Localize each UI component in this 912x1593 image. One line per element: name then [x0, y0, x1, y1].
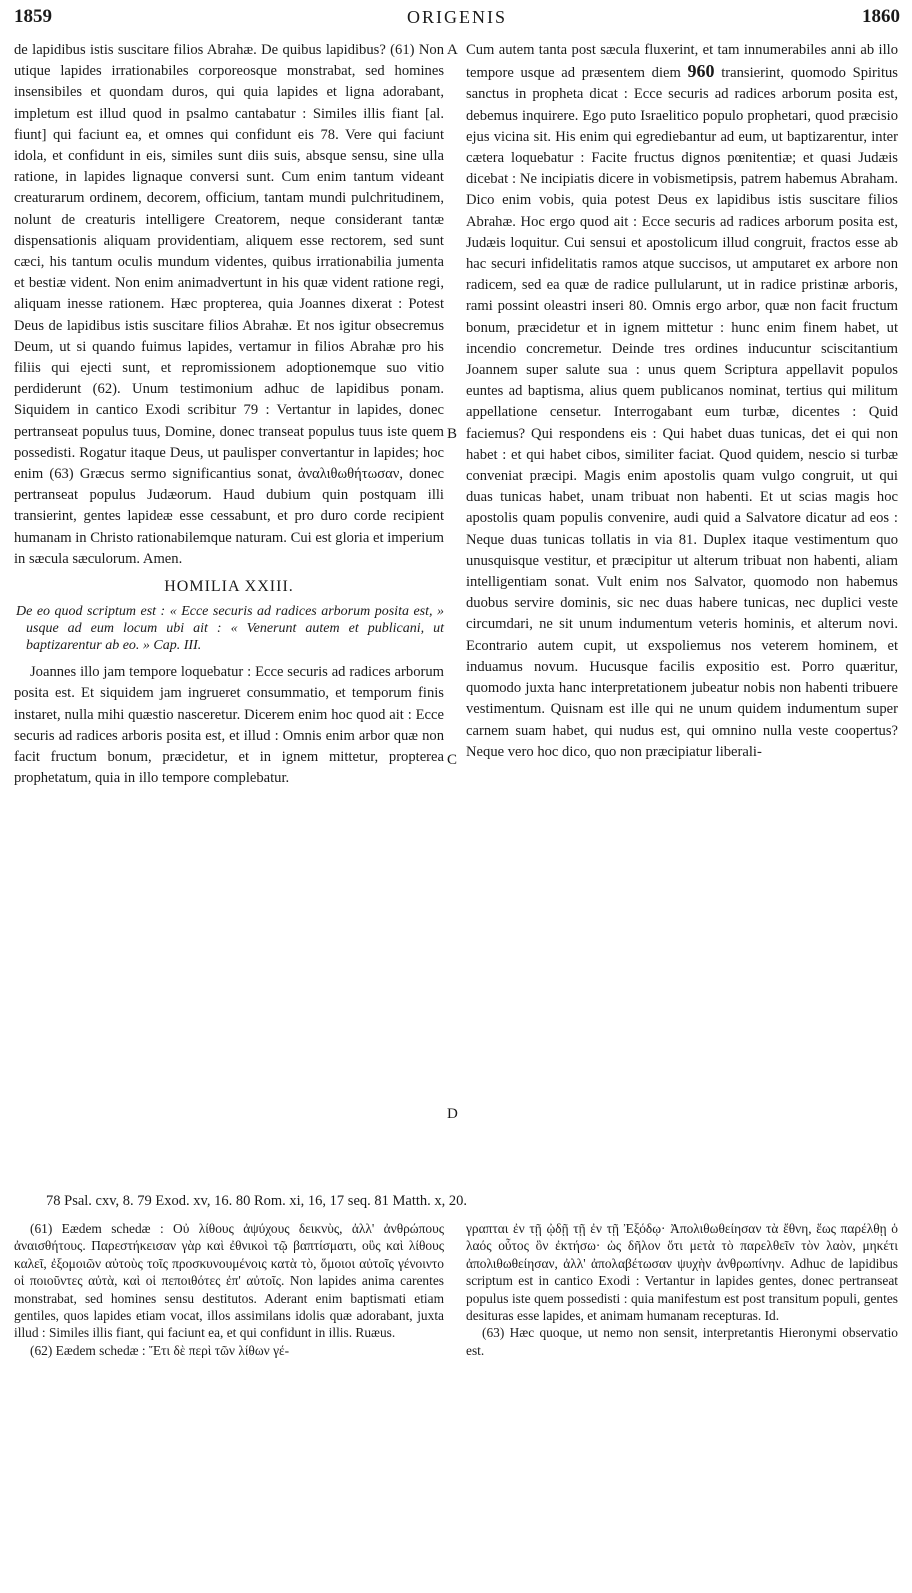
- margin-letter-c: C: [447, 752, 458, 768]
- right-paragraph-1: [466, 40, 898, 763]
- footnote-references: 78 Psal. cxv, 8. 79 Exod. xv, 16. 80 Rom. xi, 16, 17 seq. 81 Matth. x, 20.: [46, 1193, 468, 1209]
- right-paragraph-1-start: Cum autem tanta post sæcula fluxerint, et tam innumerabiles anni ab illo tempore usque ad præsentem diem: [466, 42, 898, 82]
- note-62-start: (62) Eædem schedæ : Ἔτι δὲ περὶ τῶν λίθων γέ-: [30, 1342, 290, 1358]
- column-marker-number: 960: [687, 61, 715, 82]
- left-column: [14, 40, 444, 790]
- page-header: [14, 6, 900, 34]
- homily-subtitle: De eo quod scriptum est : « Ecce securis ad radices arborum posita est, » usque ad eum locum ubi ait : « Venerunt autem et publicani, ut baptizarentur ab eo. » Cap. III.: [16, 604, 444, 654]
- right-paragraph-1-rest: transierint, quomodo Spiritus sanctus in propheta dicat : Ecce securis ad radices arborum posita est, debemus inquirere. Ego puto Israelitico populo prophetari, quod præcisio ejus vicina sit. His enim qui egrediebantur ad eum, ut baptizarentur, inter cætera loquebatur : Facite fructus dignos pœnitentiæ; et quasi Judæis dicebat : Ne incipiatis dicere in vobismetipsis, patrem habemus Abraham. Dico enim vobis, quia potest Deus ex lapidibus istis suscitare filios Abrahæ. Hoc ergo quod ait : Ecce securis ad radices arborum posita est, Judæis loquitur. Cui sensui et apostolicum illud congruit, fractos esse ab hac securi infidelitatis ramos atque succisos, ut amputaret ex arbore non radicem, sed ea quæ de radice pullularunt, ut in radice pristinæ arboris, rami possint oleastri inseri 80. Omnis ergo arbor, quæ non facit fructum bonum, præcidetur et in ignem mittetur : hunc enim finem habet, ut incendio concremetur. Deinde tres ordines inducuntur sciscitantium Joannem super salute sua : unus quem Scriptura appellavit populos euntes ad baptisma, alius quem publicanos nominat, tertius qui militum appellatione censetur. Interrogabant eum turbæ, dicentes : Quid faciemus? Qui respondens eis : Qui habet duas tunicas, det ei qui non habet : et qui habet cibos, similiter faciat. Quod quidem, nescio si turbæ conveniat præcipi. Magis enim apostolis quam vulgo congruit, ut qui duas tunicas habet, unam tribuat non habenti. Et ut scias magis hoc apostolis quam populis convenire, audi quid a Salvatore dicatur ad eos : Neque duas tunicas tollatis in via 81. Duplex itaque vestimentum quo unusquisque vestitur, et præcipitur ut alterum tribuat non habenti, aliam intelligentiam sonat. Vult enim nos Salvator, quomodo non habemus duobus servire dominis, sic nec duas habere tunicas, nec duplici veste circumdari, ne sit unum indumentum veteris hominis, et alterum novi. Econtrario autem cupit, ut exspoliemus nos veterem hominem, et induamus novum. Hucusque facilis expositio est. Porro quæritur, quomodo juxta hanc interpretationem jubeatur nobis non habenti tribuere vestimentum. Quisnam est ille qui ne unum quidem indumentum super carnem suam habet, qui nudus est, qui omnino nulla veste coopertus? Neque vero hoc dico, quo non præcipiatur liberali-: [466, 65, 898, 760]
- right-column: [466, 40, 898, 763]
- note-63: (63) Hæc quoque, ut nemo non sensit, interpretantis Hieronymi observatio est.: [466, 1325, 898, 1358]
- homily-title: HOMILIA XXIII.: [164, 578, 294, 596]
- margin-letter-d: D: [447, 1106, 458, 1122]
- notes-left: [14, 1220, 444, 1359]
- note-61: (61) Eædem schedæ : Οὐ λίθους ἀψύχους δεικνὺς, ἀλλ' ἀνθρώπους ἀναισθήτους. Παρεστήκεισαν γὰρ καὶ ἐθνικοὶ τῷ βαπτίσματι, οὓς καὶ λίθους καλεῖ, ἐξομοιῶν αὐτοὺς τοῖς προσκυνουμένοις κατὰ τὸ, ὅμοιοι αὐτοῖς γένοιντο οἱ ποιοῦντες αὐτὰ, καὶ οἱ πεποιθότες ἐπ' αὐτοῖς. Non lapides anima carentes monstrabat, sed homines sensu destitutos. Aderant enim baptismati etiam gentiles, quos lapides etiam vocat, illos assimilans idolis quæ adorabant, juxta illud : Similes illis fiant, qui faciunt ea, et qui confidunt in illis. Ruæus.: [14, 1221, 444, 1341]
- margin-letter-a: A: [447, 42, 458, 58]
- margin-letter-b: B: [447, 426, 458, 442]
- left-paragraph-2: Joannes illo jam tempore loquebatur : Ecce securis ad radices arborum posita est. Et siquidem jam ingrueret consummatio, et temporum finis instaret, nulla mihi quæstio nasceretur. Dicerem enim hoc quod ait : Ecce securis ad radices arboris posita est, et illud : Omnis enim arbor quæ non facit fructum bonum, præcidetur, et in ignem mittetur, propterea prophetatum, quia in illo tempore complebatur.: [14, 664, 444, 787]
- note-62-continued: γραπται ἐν τῇ ᾠδῇ τῇ ἐν τῇ Ἐξόδῳ· Ἀπολιθωθείησαν τὰ ἔθνη, ἕως παρέλθῃ ὁ λαός οὗτος ὃν ἐκτήσω· ὡς δῆλον ὅτι μετὰ τὸ παρελθεῖν τὸν λαὸν, μηκέτι ἀπολιθωθείησαν, ἀλλ' ἀπολαβέτωσαν ψυχὴν ἀνθρωπίνην. Adhuc de lapidibus scriptum est in cantico Exodi : Vertantur in lapides gentes, donec pertranseat populus iste quem possedisti : quia manifestum est post transitum populi, gentes desituras esse lapides, et animam humanam recepturas. Id.: [466, 1221, 898, 1324]
- left-paragraph-1: de lapidibus istis suscitare filios Abrahæ. De quibus lapidibus? (61) Non utique lapides irrationabiles corporeosque monstrabat, sed homines insensibiles et quondam duros, qui quia lapides et ligna adorabant, impletum est illud quod in psalmo cantabatur : Similes illis fiant [al. fiunt] qui faciunt ea, et omnes qui confidunt eis 78. Vere qui faciunt idola, et confidunt in eis, similes sunt diis suis, absque sensu, sine ulla ratione, in lapides lignaque conversi sunt. Cum enim tantum videant creaturarum ordinem, decorem, officium, tantam mundi pulchritudinem, nolunt de creaturis intelligere Creatorem, neque considerant tantæ dispensationis aliquam providentiam, aliquem esse rectorem, sed sunt cæci, his tantum oculis mundum videntes, quibus irrationabilia jumenta et bestiæ vident. Non enim animadvertunt in his quæ vident ratione regi, aliquam inesse rationem. Hæc propterea, quia Joannes dixerat : Potest Deus de lapidibus istis suscitare filios Abrahæ. Et nos igitur obsecremus Deum, ut si quando fuimus lapides, vertamur in filios Abrahæ pro his filiis qui ejecti sunt, et repromissionem adoptionemque suo vitio perdiderunt (62). Unum testimonium adhuc de lapidibus ponam. Siquidem in cantico Exodi scribitur 79 : Vertantur in lapides, donec pertranseat populus tuus, Domine, donec transeat populus tuus iste quem possedisti. Rogatur itaque Deus, ut paulisper convertantur in lapides; hoc enim (63) Græcus sermo significantius sonat, ἀναλιθωθήτωσαν, donec pertranseat populus Judæorum. Haud dubium quin postquam illi transierint, gentes lapideæ esse cessabunt, et pro duro corde recipient humanam in Christo rationabilemque naturam. Cui est gloria et imperium in sæcula sæculorum. Amen.: [14, 42, 444, 567]
- notes-right: [466, 1220, 898, 1359]
- right-column-number: 1860: [862, 6, 900, 27]
- running-title: ORIGENIS: [407, 7, 507, 27]
- left-column-number: 1859: [14, 6, 52, 27]
